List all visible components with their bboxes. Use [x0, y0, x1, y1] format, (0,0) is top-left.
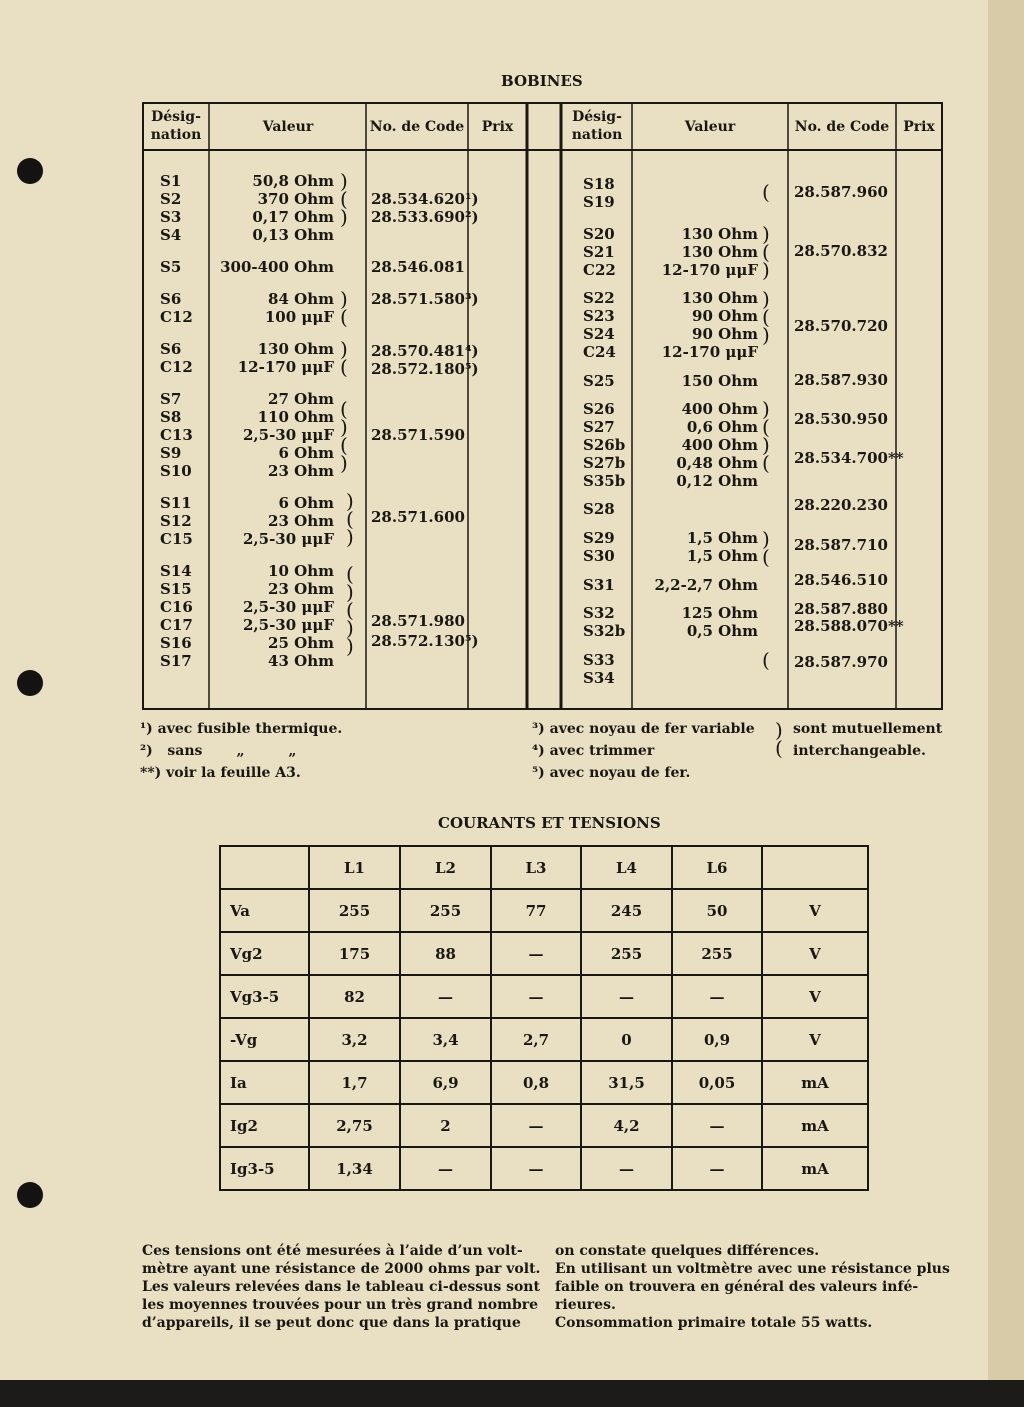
- footnote-interchange-1: sont mutuellement: [793, 721, 943, 737]
- designation-cell: S11: [160, 494, 192, 512]
- table-cell: 245: [581, 889, 672, 932]
- table-cell: 0,8: [491, 1061, 581, 1104]
- designation-cell: C16: [160, 598, 193, 616]
- designation-cell: S35b: [583, 472, 626, 490]
- designation-cell: S23: [583, 307, 615, 325]
- designation-cell: C12: [160, 308, 193, 326]
- designation-cell: S21: [583, 243, 615, 261]
- code-cell: 28.587.880: [794, 600, 888, 618]
- table-row: [220, 1104, 868, 1147]
- table-cell: —: [581, 975, 672, 1018]
- header-designation: Désig- nation: [571, 109, 623, 143]
- table-row: [220, 1061, 868, 1104]
- table-row: [220, 932, 868, 975]
- valeur-cell: 2,2-2,7 Ohm: [654, 576, 758, 594]
- brace: ) (: [762, 433, 770, 475]
- table-cell: mA: [762, 1061, 868, 1104]
- row-label: Vg3-5: [220, 975, 309, 1018]
- designation-cell: C15: [160, 530, 193, 548]
- footer-line: on constate quelques différences.: [555, 1243, 820, 1259]
- designation-cell: S29: [583, 529, 615, 547]
- code-cell: 28.571.580³): [371, 290, 479, 308]
- designation-cell: S7: [160, 390, 182, 408]
- valeur-cell: 43 Ohm: [268, 652, 334, 670]
- valeur-cell: 2,5-30 μμF: [242, 426, 334, 444]
- table-cell: —: [672, 1104, 762, 1147]
- valeur-cell: 2,5-30 μμF: [242, 530, 334, 548]
- valeur-cell: 10 Ohm: [268, 562, 334, 580]
- table-cell: —: [672, 1147, 762, 1190]
- valeur-cell: 125 Ohm: [681, 604, 758, 622]
- valeur-cell: 6 Ohm: [278, 494, 334, 512]
- punch-hole: [17, 1182, 43, 1208]
- designation-cell: C13: [160, 426, 193, 444]
- valeur-cell: 130 Ohm: [257, 340, 334, 358]
- designation-cell: S6: [160, 340, 182, 358]
- table-cell: 50: [672, 889, 762, 932]
- row-label: Va: [220, 889, 309, 932]
- valeur-cell: 130 Ohm: [681, 289, 758, 307]
- designation-cell: S26b: [583, 436, 626, 454]
- valeur-cell: 90 Ohm: [692, 325, 758, 343]
- table-cell: 0,05: [672, 1061, 762, 1104]
- footer-left: [142, 1242, 540, 1332]
- designation-cell: S18: [583, 175, 615, 193]
- code-cell: 28.588.070**: [794, 617, 904, 635]
- code-cell: 28.570.832: [794, 242, 888, 260]
- footnote-interchange-2: interchangeable.: [793, 743, 926, 759]
- designation-cell: S1: [160, 172, 182, 190]
- table-cell: V: [762, 932, 868, 975]
- bobines-title: BOBINES: [501, 72, 583, 90]
- code-cell: 28.534.700**: [794, 449, 904, 467]
- code-cell: 28.570.481⁴): [371, 342, 479, 360]
- table-cell: —: [491, 1104, 581, 1147]
- table-cell: 255: [672, 932, 762, 975]
- code-cell: 28.571.980: [371, 612, 465, 630]
- table-cell: 2,75: [309, 1104, 400, 1147]
- valeur-cell: 130 Ohm: [681, 243, 758, 261]
- footer-line: En utilisant un voltmètre avec une résistance plus: [555, 1261, 950, 1277]
- table-cell: —: [491, 975, 581, 1018]
- table-cell: 255: [400, 889, 491, 932]
- column-header: L3: [491, 846, 581, 889]
- header-code: No. de Code: [794, 119, 890, 135]
- valeur-cell: 23 Ohm: [268, 462, 334, 480]
- designation-cell: C12: [160, 358, 193, 376]
- header-valeur: Valeur: [684, 119, 736, 135]
- brace: (: [762, 180, 770, 204]
- code-cell: 28.572.180⁵): [371, 360, 479, 378]
- designation-cell: S19: [583, 193, 615, 211]
- brace: ) ( ): [340, 169, 348, 229]
- table-row: [220, 1018, 868, 1061]
- designation-cell: S33: [583, 651, 615, 669]
- code-cell: 28.534.620¹): [371, 190, 479, 208]
- row-label: Ig3-5: [220, 1147, 309, 1190]
- code-cell: 28.220.230: [794, 496, 888, 514]
- valeur-cell: 0,6 Ohm: [686, 418, 758, 436]
- header-prix: Prix: [481, 119, 514, 135]
- valeur-cell: 0,12 Ohm: [676, 472, 758, 490]
- valeur-cell: 150 Ohm: [681, 372, 758, 390]
- brace: ( ) ( ): [340, 397, 348, 475]
- header-code: No. de Code: [369, 119, 465, 135]
- footnote-5: ⁵) avec noyau de fer.: [532, 765, 691, 781]
- valeur-cell: 110 Ohm: [257, 408, 334, 426]
- footer-line: mètre ayant une résistance de 2000 ohms par volt.: [142, 1261, 541, 1277]
- footnote-3: ³) avec noyau de fer variable: [532, 721, 755, 737]
- table-cell: 4,2: [581, 1104, 672, 1147]
- valeur-cell: 12-170 μμF: [661, 261, 758, 279]
- valeur-cell: 12-170 μμF: [237, 358, 334, 376]
- brace: ) ( ): [346, 489, 354, 549]
- code-cell: 28.571.590: [371, 426, 465, 444]
- column-header: L2: [400, 846, 491, 889]
- designation-cell: C22: [583, 261, 616, 279]
- code-cell: 28.530.950: [794, 410, 888, 428]
- code-cell: 28.571.600: [371, 508, 465, 526]
- valeur-cell: 0,17 Ohm: [252, 208, 334, 226]
- scan-border: [0, 1380, 1024, 1407]
- footer-line: rieures.: [555, 1297, 616, 1313]
- table-cell: V: [762, 1018, 868, 1061]
- footer-line: d’appareils, il se peut donc que dans la pratique: [142, 1315, 521, 1331]
- header-prix: Prix: [903, 119, 935, 135]
- designation-cell: S22: [583, 289, 615, 307]
- code-cell: 28.546.081: [371, 258, 465, 276]
- valeur-cell: 0,13 Ohm: [252, 226, 334, 244]
- designation-cell: S6: [160, 290, 182, 308]
- column-header: [220, 846, 309, 889]
- designation-cell: S27: [583, 418, 615, 436]
- designation-cell: C17: [160, 616, 193, 634]
- table-cell: —: [491, 932, 581, 975]
- row-label: Ig2: [220, 1104, 309, 1147]
- valeur-cell: 23 Ohm: [268, 512, 334, 530]
- table-cell: 1,7: [309, 1061, 400, 1104]
- code-cell: 28.572.130⁵): [371, 632, 479, 650]
- brace: ) (: [340, 287, 348, 329]
- valeur-cell: 300-400 Ohm: [220, 258, 334, 276]
- designation-cell: S32b: [583, 622, 626, 640]
- header-designation: Désig- nation: [150, 109, 202, 143]
- footer-right: [555, 1242, 950, 1332]
- table-cell: —: [400, 1147, 491, 1190]
- valeur-cell: 130 Ohm: [681, 225, 758, 243]
- footnote-voir: **) voir la feuille A3.: [140, 765, 301, 781]
- table-cell: 82: [309, 975, 400, 1018]
- footnote-1: ¹) avec fusible thermique.: [140, 721, 343, 737]
- valeur-cell: 0,48 Ohm: [676, 454, 758, 472]
- brace: ) ( ): [762, 222, 770, 282]
- table-row: [220, 889, 868, 932]
- code-cell: 28.587.960: [794, 183, 888, 201]
- column-header: L4: [581, 846, 672, 889]
- valeur-cell: 100 μμF: [264, 308, 334, 326]
- brace: ) ( ): [762, 287, 770, 347]
- footer-line: les moyennes trouvées pour un très grand nombre: [142, 1297, 539, 1313]
- designation-cell: S9: [160, 444, 182, 462]
- designation-cell: S16: [160, 634, 192, 652]
- valeur-cell: 1,5 Ohm: [686, 547, 758, 565]
- header-valeur: Valeur: [262, 119, 314, 135]
- footer-line: Ces tensions ont été mesurées à l’aide d’un volt-: [142, 1243, 523, 1259]
- designation-cell: S15: [160, 580, 192, 598]
- designation-cell: S20: [583, 225, 615, 243]
- table-cell: 77: [491, 889, 581, 932]
- designation-cell: S4: [160, 226, 182, 244]
- valeur-cell: 90 Ohm: [692, 307, 758, 325]
- table-cell: 6,9: [400, 1061, 491, 1104]
- designation-cell: S27b: [583, 454, 626, 472]
- brace: ) (: [340, 337, 348, 379]
- designation-cell: S10: [160, 462, 192, 480]
- designation-cell: S28: [583, 500, 615, 518]
- table-row: [220, 1147, 868, 1190]
- table-cell: 0: [581, 1018, 672, 1061]
- footer-line: Les valeurs relevées dans le tableau ci-dessus sont: [142, 1279, 540, 1295]
- designation-cell: S31: [583, 576, 615, 594]
- table-cell: —: [491, 1147, 581, 1190]
- valeur-cell: 6 Ohm: [278, 444, 334, 462]
- footer-line: Consommation primaire totale 55 watts.: [555, 1315, 873, 1331]
- table-cell: 3,2: [309, 1018, 400, 1061]
- valeur-cell: 0,5 Ohm: [686, 622, 758, 640]
- brace: ) (: [775, 718, 783, 760]
- table-cell: —: [672, 975, 762, 1018]
- designation-cell: S17: [160, 652, 192, 670]
- designation-cell: S26: [583, 400, 615, 418]
- valeur-cell: 400 Ohm: [681, 400, 758, 418]
- courants-title: COURANTS ET TENSIONS: [438, 814, 661, 832]
- table-cell: V: [762, 975, 868, 1018]
- valeur-cell: 2,5-30 μμF: [242, 598, 334, 616]
- designation-cell: S3: [160, 208, 182, 226]
- designation-cell: S5: [160, 258, 182, 276]
- table-cell: 3,4: [400, 1018, 491, 1061]
- footnote-4: ⁴) avec trimmer: [532, 743, 655, 759]
- brace: (: [762, 648, 770, 672]
- table-cell: V: [762, 889, 868, 932]
- table-cell: mA: [762, 1104, 868, 1147]
- valeur-cell: 84 Ohm: [268, 290, 334, 308]
- brace: ( ) ( ) ): [346, 562, 354, 658]
- table-cell: 0,9: [672, 1018, 762, 1061]
- designation-cell: S25: [583, 372, 615, 390]
- column-header: L6: [672, 846, 762, 889]
- valeur-cell: 400 Ohm: [681, 436, 758, 454]
- designation-cell: S2: [160, 190, 182, 208]
- row-label: -Vg: [220, 1018, 309, 1061]
- brace: ) (: [762, 397, 770, 439]
- code-cell: 28.587.710: [794, 536, 888, 554]
- footnote-2: ²) sans „ „: [140, 743, 297, 759]
- designation-cell: C24: [583, 343, 616, 361]
- code-cell: 28.533.690²): [371, 208, 479, 226]
- designation-cell: S30: [583, 547, 615, 565]
- column-header: [762, 846, 868, 889]
- designation-cell: S24: [583, 325, 615, 343]
- row-label: Ia: [220, 1061, 309, 1104]
- code-cell: 28.587.930: [794, 371, 888, 389]
- code-cell: 28.570.720: [794, 317, 888, 335]
- table-cell: 88: [400, 932, 491, 975]
- code-cell: 28.587.970: [794, 653, 888, 671]
- table-cell: 2,7: [491, 1018, 581, 1061]
- designation-cell: S32: [583, 604, 615, 622]
- row-label: Vg2: [220, 932, 309, 975]
- valeur-cell: 1,5 Ohm: [686, 529, 758, 547]
- valeur-cell: 12-170 μμF: [661, 343, 758, 361]
- column-header: L1: [309, 846, 400, 889]
- designation-cell: S14: [160, 562, 192, 580]
- header-row: [220, 846, 868, 889]
- valeur-cell: 2,5-30 μμF: [242, 616, 334, 634]
- designation-cell: S8: [160, 408, 182, 426]
- designation-cell: S34: [583, 669, 615, 687]
- table-cell: 2: [400, 1104, 491, 1147]
- table-cell: 255: [581, 932, 672, 975]
- valeur-cell: 27 Ohm: [268, 390, 334, 408]
- courants-table: [219, 845, 869, 1191]
- table-cell: —: [581, 1147, 672, 1190]
- footer-line: faible on trouvera en général des valeurs infé-: [555, 1279, 919, 1295]
- brace: ) (: [762, 527, 770, 569]
- table-row: [220, 975, 868, 1018]
- valeur-cell: 25 Ohm: [268, 634, 334, 652]
- designation-cell: S12: [160, 512, 192, 530]
- valeur-cell: 370 Ohm: [257, 190, 334, 208]
- table-cell: 255: [309, 889, 400, 932]
- table-cell: 1,34: [309, 1147, 400, 1190]
- valeur-cell: 50,8 Ohm: [252, 172, 334, 190]
- code-cell: 28.546.510: [794, 571, 888, 589]
- table-cell: —: [400, 975, 491, 1018]
- table-cell: 31,5: [581, 1061, 672, 1104]
- table-cell: mA: [762, 1147, 868, 1190]
- table-cell: 175: [309, 932, 400, 975]
- valeur-cell: 23 Ohm: [268, 580, 334, 598]
